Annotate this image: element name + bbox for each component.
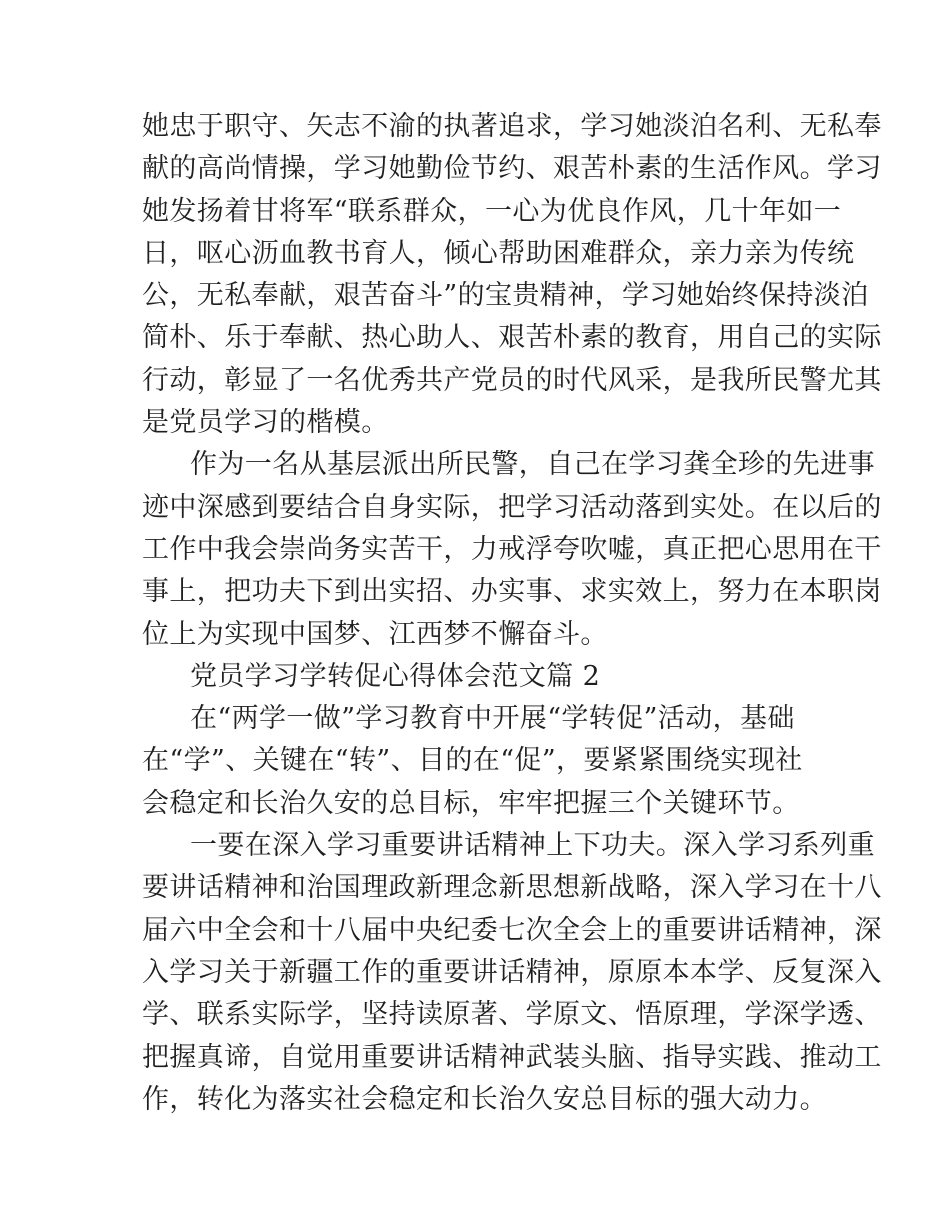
paragraph-line: 简朴、乐于奉献、热心助人、艰苦朴素的教育，用自己的实际	[142, 322, 882, 354]
paragraph-line: 她忠于职守、矢志不渝的执著追求，学习她淡泊名利、无私奉	[142, 111, 882, 142]
paragraph-line: 要讲话精神和治国理政新理念新思想新战略，深入学习在十八	[142, 872, 882, 904]
paragraph-line: 位上为实现中国梦、江西梦不懈奋斗。	[142, 618, 608, 650]
paragraph-line: 在“两学一做”学习教育中开展“学转促”活动，基础	[190, 703, 795, 735]
paragraph-line: 一要在深入学习重要讲话精神上下功夫。深入学习系列重	[190, 830, 875, 862]
paragraph-line: 迹中深感到要结合自身实际，把学习活动落到实处。在以后的	[142, 491, 882, 523]
paragraph-line: 作为一名从基层派出所民警，自己在学习龚全珍的先进事	[190, 449, 875, 481]
paragraph-line: 她发扬着甘将军“联系群众，一心为优良作风，几十年如一	[142, 195, 842, 227]
paragraph-line: 献的高尚情操，学习她勤俭节约、艰苦朴素的生活作风。学习	[142, 153, 882, 185]
paragraph-line: 工作中我会崇尚务实苦干，力戒浮夸吹嘘，真正把心思用在干	[142, 533, 882, 565]
paragraph-line: 把握真谛，自觉用重要讲话精神武装头脑、指导实践、推动工	[142, 1041, 882, 1073]
paragraph-line: 作，转化为落实社会稳定和长治久安总目标的强大动力。	[142, 1083, 827, 1115]
document-body	[142, 106, 882, 1121]
paragraph-line: 是党员学习的楷模。	[142, 407, 389, 439]
paragraph-line: 在“学”、关键在“转”、目的在“促”，要紧紧围绕实现社	[142, 745, 803, 777]
paragraph-line: 公，无私奉献，艰苦奋斗”的宝贵精神，学习她始终保持淡泊	[142, 280, 869, 312]
paragraph-line: 届六中全会和十八届中央纪委七次全会上的重要讲话精神，深	[142, 914, 882, 946]
paragraph-line: 行动，彰显了一名优秀共产党员的时代风采，是我所民警尤其	[142, 364, 882, 396]
paragraph-line: 事上，把功夫下到出实招、办实事、求实效上，努力在本职岗	[142, 576, 882, 608]
section-heading: 党员学习学转促心得体会范文篇 2	[190, 660, 601, 692]
paragraph-line: 入学习关于新疆工作的重要讲话精神，原原本本学、反复深入	[142, 956, 882, 988]
paragraph-line: 日，呕心沥血教书育人，倾心帮助困难群众，亲力亲为传统	[142, 237, 855, 269]
paragraph-line: 学、联系实际学，坚持读原著、学原文、悟原理，学深学透、	[142, 999, 882, 1031]
paragraph-line: 会稳定和长治久安的总目标，牢牢把握三个关键环节。	[142, 787, 800, 819]
